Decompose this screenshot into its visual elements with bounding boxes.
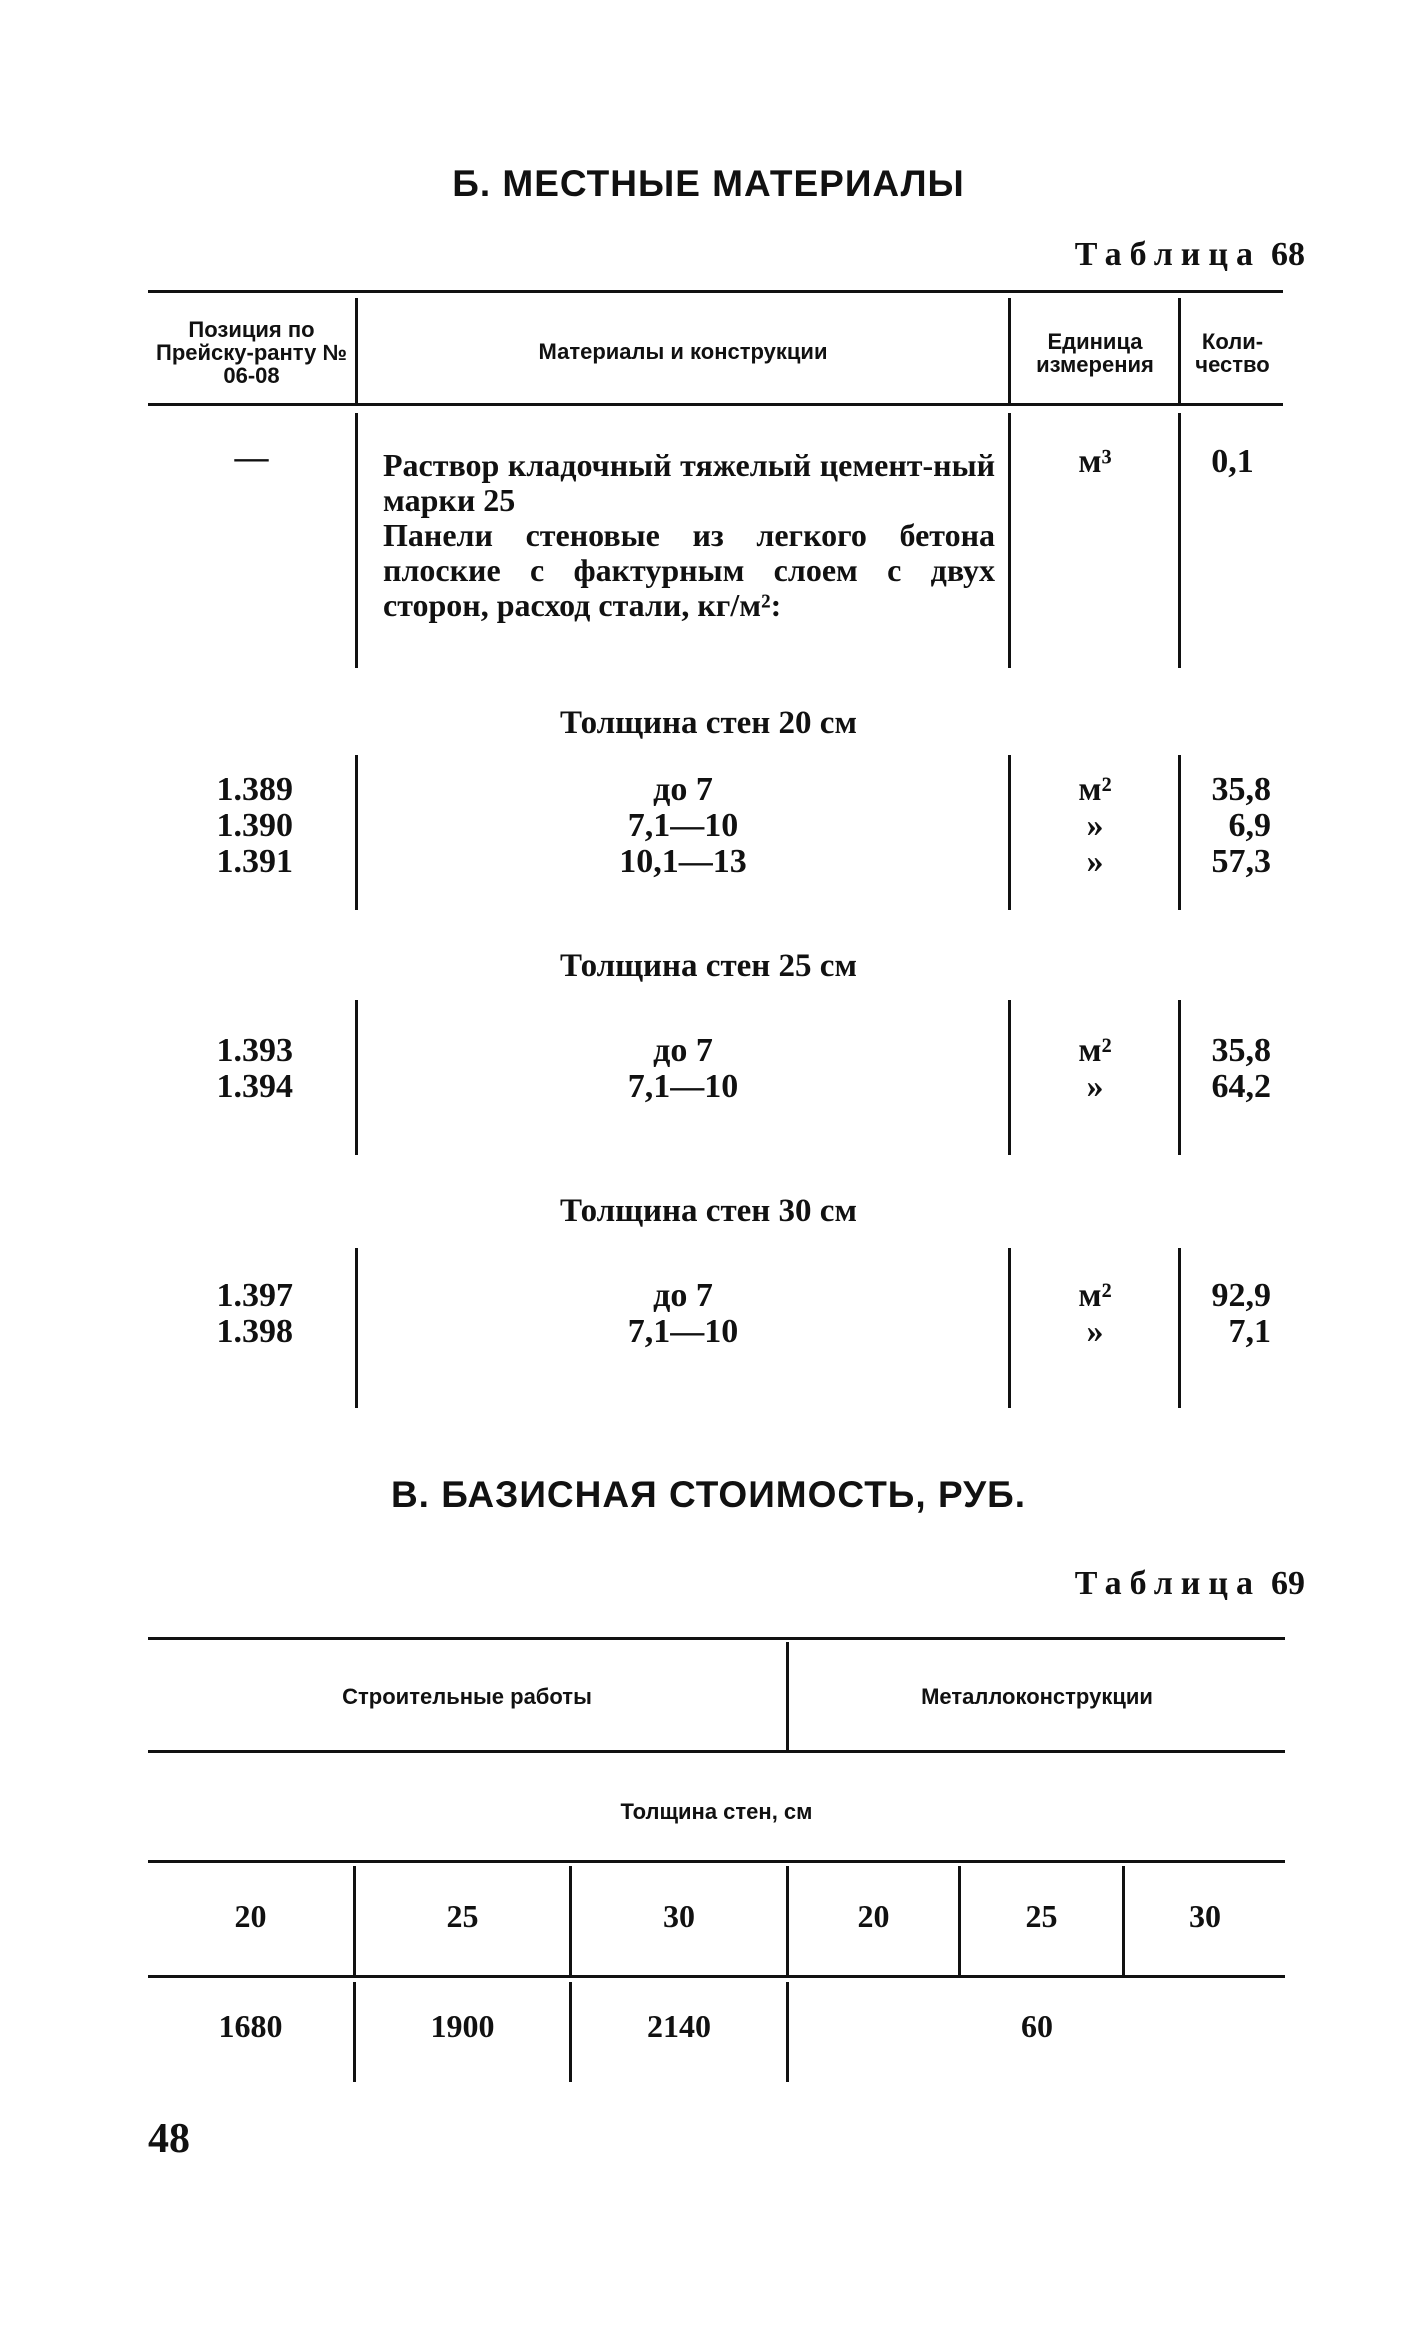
position-1-393: 1.393 <box>216 1032 293 1069</box>
table-69-header-rule <box>148 1750 1285 1753</box>
thickness-value: 25 <box>1025 1898 1058 1934</box>
table-68-label: Таблица 68 <box>1074 236 1305 273</box>
table-68-divider <box>1008 413 1011 668</box>
header-construction: Строительные работы <box>342 1684 592 1709</box>
construction-cost: 1680 <box>218 2008 283 2044</box>
table-69-label: Таблица 69 <box>1074 1565 1305 1602</box>
unit-cell: м² <box>1078 1032 1112 1069</box>
quantity-cell: 6,9 <box>1228 807 1271 844</box>
thickness-value: 20 <box>234 1898 267 1934</box>
table-69-row-rule <box>148 1975 1285 1978</box>
table-68-divider <box>1178 755 1181 910</box>
table-68-divider <box>1008 298 1011 404</box>
thickness-value: 30 <box>663 1898 695 1934</box>
position-1-397: 1.397 <box>216 1277 293 1314</box>
table-68-divider <box>1178 298 1181 404</box>
table-68-divider <box>1008 1000 1011 1155</box>
table-68-divider <box>1178 413 1181 668</box>
first-row-quantity: 0,1 <box>1211 443 1254 480</box>
first-row-material-1: Раствор кладочный тяжелый цемент-ный марки 25 <box>383 447 995 518</box>
unit-cell: » <box>1086 843 1104 880</box>
quantity-cell: 92,9 <box>1211 1277 1271 1314</box>
table-68-divider <box>1008 755 1011 910</box>
thickness-value: 25 <box>446 1898 479 1934</box>
table-68-top-rule <box>148 290 1283 293</box>
unit-cell: м² <box>1078 771 1112 808</box>
header-quantity: Коли-чество <box>1195 329 1270 377</box>
header-unit: Единица измерения <box>1036 329 1154 377</box>
first-row-unit: м³ <box>1078 443 1112 480</box>
unit-cell: » <box>1086 1313 1104 1350</box>
subtitle-thickness-30: Толщина стен 30 см <box>560 1193 857 1229</box>
page-number: 48 <box>148 2116 190 2162</box>
section-v-title: В. БАЗИСНАЯ СТОИМОСТЬ, РУБ. <box>390 1474 1027 1515</box>
material-range: до 7 <box>653 1277 713 1314</box>
first-row-material-2: Панели стеновые из легкого бетона плоские с фактурным слоем с двух сторон, расход стали, кг/м²: <box>383 517 995 623</box>
unit-cell: м² <box>1078 1277 1112 1314</box>
unit-cell: » <box>1086 1068 1104 1105</box>
quantity-cell: 35,8 <box>1211 771 1271 808</box>
quantity-cell: 35,8 <box>1211 1032 1271 1069</box>
section-b-title: Б. МЕСТНЫЕ МАТЕРИАЛЫ <box>452 163 965 204</box>
thickness-value: 20 <box>857 1898 890 1934</box>
table-68-divider <box>355 413 358 668</box>
position-1-389: 1.389 <box>216 771 293 808</box>
position-1-390: 1.390 <box>216 807 293 844</box>
table-69-subheader-rule <box>148 1860 1285 1863</box>
header-thickness: Толщина стен, см <box>620 1799 813 1824</box>
header-metal: Металлоконструкции <box>921 1684 1153 1709</box>
subtitle-thickness-25: Толщина стен 25 см <box>560 948 857 984</box>
material-range: до 7 <box>653 771 713 808</box>
table-68-divider <box>1178 1000 1181 1155</box>
quantity-cell: 64,2 <box>1211 1068 1271 1105</box>
table-68-header-rule <box>148 403 1283 406</box>
table-68-divider <box>1178 1248 1181 1408</box>
quantity-cell: 57,3 <box>1211 843 1271 880</box>
first-row-position: — <box>234 439 269 476</box>
material-range: 7,1—10 <box>627 807 739 844</box>
construction-cost: 1900 <box>430 2008 495 2044</box>
thickness-value: 30 <box>1189 1898 1221 1934</box>
table-68-divider <box>1008 1248 1011 1408</box>
material-range: 7,1—10 <box>627 1313 739 1350</box>
header-position: Позиция по Прейску-ранту № 06-08 <box>156 317 347 388</box>
position-1-394: 1.394 <box>216 1068 293 1105</box>
table-69-top-rule <box>148 1637 1285 1640</box>
metal-cost: 60 <box>1021 2008 1053 2044</box>
material-range: 7,1—10 <box>627 1068 739 1105</box>
position-1-398: 1.398 <box>216 1313 293 1350</box>
material-range: до 7 <box>653 1032 713 1069</box>
unit-cell: » <box>1086 807 1104 844</box>
quantity-cell: 7,1 <box>1228 1313 1271 1350</box>
header-materials: Материалы и конструкции <box>538 339 828 364</box>
subtitle-thickness-20: Толщина стен 20 см <box>560 705 857 741</box>
position-1-391: 1.391 <box>216 843 293 880</box>
construction-cost: 2140 <box>647 2008 711 2044</box>
material-range: 10,1—13 <box>619 843 747 880</box>
